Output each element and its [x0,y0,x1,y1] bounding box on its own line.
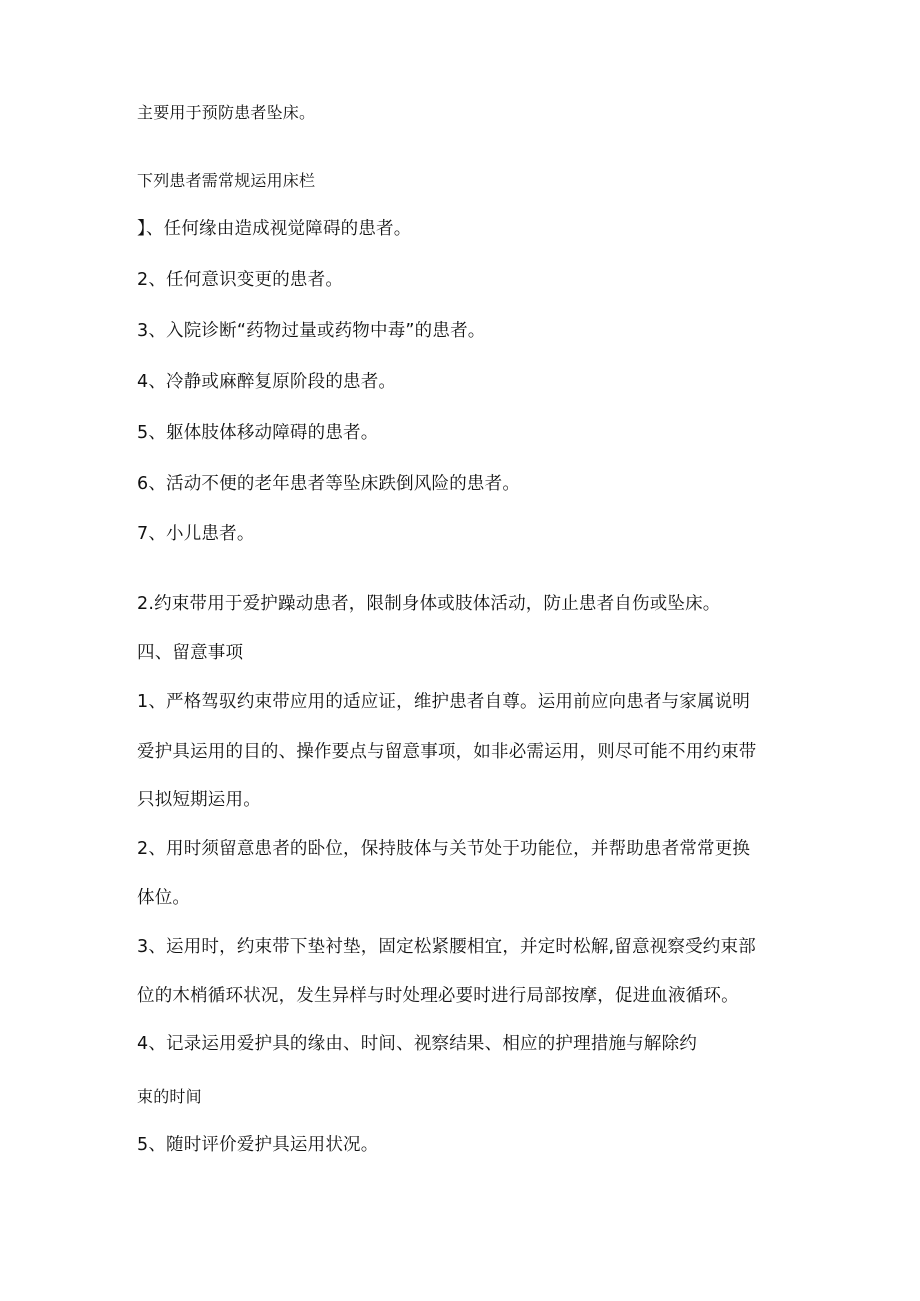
note-4-line-1: 4、记录运用爱护具的缘由、时间、视察结果、相应的护理措施与解除约 [137,1034,698,1054]
note-2-line-2: 体位。 [137,888,191,908]
note-1-line-2: 爱护具运用的目的、操作要点与留意事项，如非必需运用，则尽可能不用约束带 [137,742,757,762]
list-item-4: 4、冷静或麻醉复原阶段的患者。 [137,372,397,392]
list-item-2: 2、任何意识变更的患者。 [137,270,344,290]
note-2-line-1: 2、用时须留意患者的卧位，保持肢体与关节处于功能位，并帮助患者常常更换 [137,839,751,859]
list-item-1: 】、任何缘由造成视觉障碍的患者。 [137,219,412,239]
note-1-line-3: 只拟短期运用。 [137,790,261,810]
list-item-3: 3、入院诊断“药物过量或药物中毒”的患者。 [137,321,486,341]
note-5-line-1: 5、随时评价爱护具运用状况。 [137,1135,379,1155]
section-heading-notes: 四、留意事项 [137,643,244,663]
note-4-line-2: 束的时间 [137,1087,202,1106]
note-3-line-2: 位的木梢循环状况，发生异样与时处理必要时进行局部按摩，促进血液循环。 [137,986,739,1006]
list-item-5: 5、躯体肢体移动障碍的患者。 [137,423,379,443]
list-item-6: 6、活动不便的老年患者等坠床跌倒风险的患者。 [137,474,521,494]
list-item-7: 7、小儿患者。 [137,524,255,544]
section-2-text: 2.约束带用于爱护躁动患者，限制身体或肢体活动，防止患者自伤或坠床。 [137,594,721,614]
text-line-2: 下列患者需常规运用床栏 [137,171,316,190]
note-1-line-1: 1、严格驾驭约束带应用的适应证，维护患者自尊。运用前应向患者与家属说明 [137,692,751,712]
text-line-1: 主要用于预防患者坠床。 [137,103,316,122]
note-3-line-1: 3、运用时，约束带下垫衬垫，固定松紧腰相宜，并定时松解,留意视察受约束部 [137,937,756,957]
